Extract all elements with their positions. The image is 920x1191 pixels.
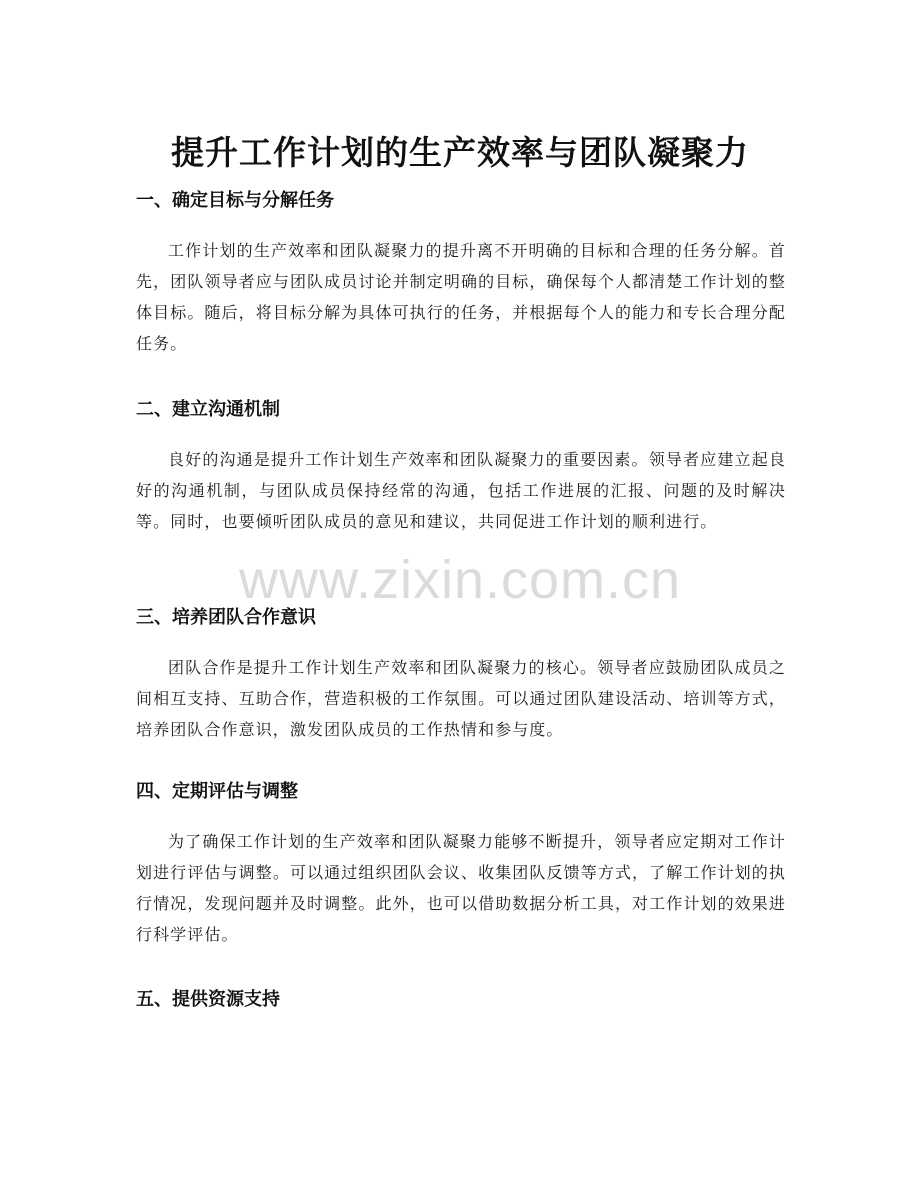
section-heading: 二、建立沟通机制 [136,399,280,420]
section-heading: 一、确定目标与分解任务 [136,190,334,211]
section-5 [136,986,786,1014]
section-1 [136,187,786,359]
section-paragraph: 良好的沟通是提升工作计划生产效率和团队凝聚力的重要因素。领导者应建立起良好的沟通机制，与团队成员保持经常的沟通，包括工作进展的汇报、问题的及时解决等。同时，也要倾听团队成员的意见和建议，共同促进工作计划的顺利进行。 [136,450,786,531]
section-paragraph: 为了确保工作计划的生产效率和团队凝聚力能够不断提升，领导者应定期对工作计划进行评估与调整。可以通过组织团队会议、收集团队反馈等方式，了解工作计划的执行情况，发现问题并及时调整。此外，也可以借助数据分析工具，对工作计划的效果进行科学评估。 [136,832,786,944]
section-4 [136,778,786,950]
document-title: 提升工作计划的生产效率与团队凝聚力 [171,133,749,173]
section-heading: 四、定期评估与调整 [136,781,298,802]
section-2 [136,396,786,537]
watermark: www.zixin.com.cn [238,550,682,610]
section-heading: 五、提供资源支持 [136,989,280,1010]
section-paragraph: 团队合作是提升工作计划生产效率和团队凝聚力的核心。领导者应鼓励团队成员之间相互支持、互助合作，营造积极的工作氛围。可以通过团队建设活动、培训等方式，培养团队合作意识，激发团队成员的工作热情和参与度。 [136,658,786,739]
section-heading: 三、培养团队合作意识 [136,607,316,628]
section-paragraph: 工作计划的生产效率和团队凝聚力的提升离不开明确的目标和合理的任务分解。首先，团队领导者应与团队成员讨论并制定明确的目标，确保每个人都清楚工作计划的整体目标。随后，将目标分解为具体可执行的任务，并根据每个人的能力和专长合理分配任务。 [136,241,786,353]
section-3 [136,604,786,745]
